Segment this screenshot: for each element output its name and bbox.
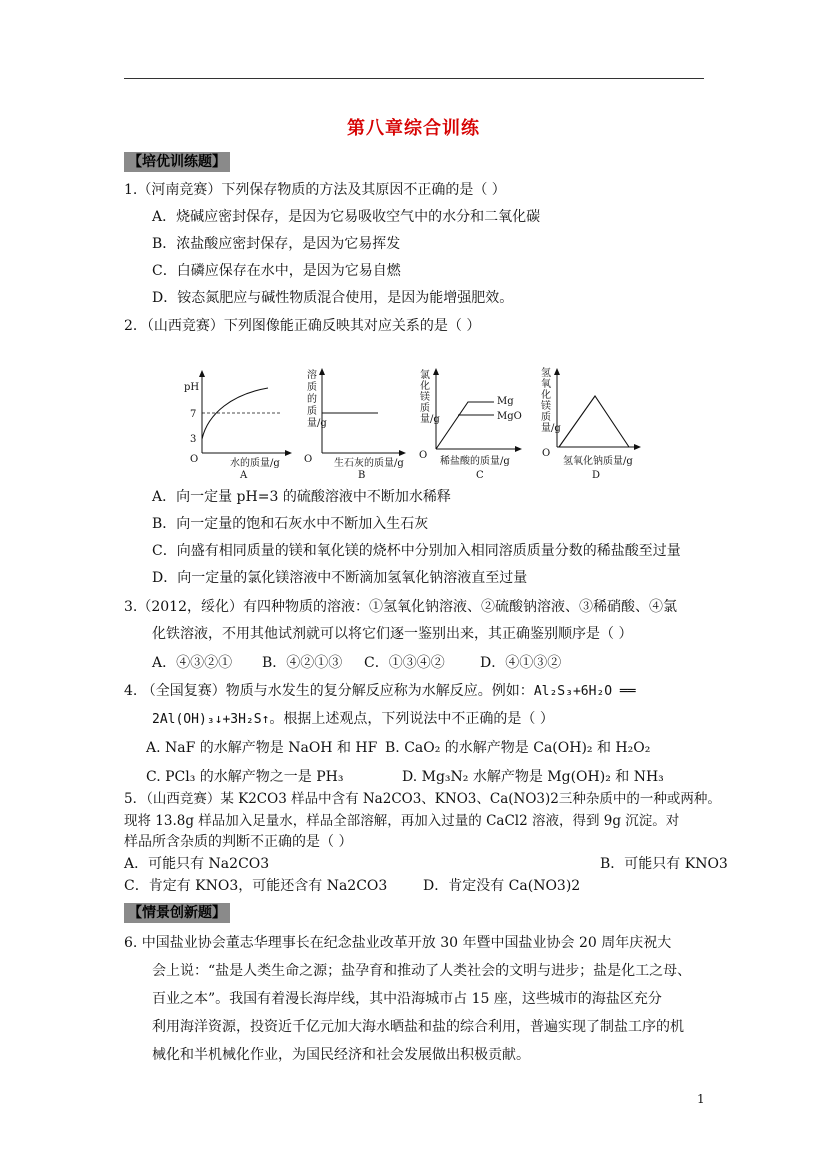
question-4-option-a: A. NaF 的水解产物是 NaOH 和 HF <box>146 740 378 756</box>
graph-d-xlabel: 氢氧化钠质量/g <box>563 456 633 467</box>
question-3-option-c: C．①③④② <box>364 655 445 671</box>
section-label-scenario: 【情景创新题】 <box>124 903 230 923</box>
graph-d-ylabel: 氢氧化镁质量/g <box>541 368 561 434</box>
question-1-option-c: C．白磷应保存在水中，是因为它易自燃 <box>152 263 401 279</box>
question-4-option-d: D. Mg₃N₂ 水解产物是 Mg(OH)₂ 和 NH₃ <box>402 769 664 785</box>
question-3-stem-line1: 3.（2012，绥化）有四种物质的溶液：①氢氧化钠溶液、②硫酸钠溶液、③稀硝酸、④氯 <box>124 599 677 615</box>
graph-d-letter: D <box>592 470 601 480</box>
graph-b-letter: B <box>358 470 366 480</box>
question-6-line3: 百业之本”。我国有着漫长海岸线，其中沿海城市占 15 座，这些城市的海盐区充分 <box>152 991 662 1007</box>
question-3-option-a: A．④③②① <box>152 655 233 671</box>
page-number: 1 <box>697 1092 705 1106</box>
question-4-stem-line1 <box>124 681 636 702</box>
graph-a-tick-7: 7 <box>190 409 197 420</box>
question-5-stem-line2: 现将 13.8g 样品加入足量水，样品全部溶解，再加入过量的 CaCl2 溶液，得到 9g 沉淀。对 <box>124 813 680 829</box>
graph-c-origin: O <box>419 450 428 461</box>
graph-a-ylabel: pH <box>184 382 200 393</box>
question-5-stem-line3: 样品所含杂质的判断不正确的是（ ） <box>124 834 353 850</box>
graph-c-ylabel: 氯化镁质量/g <box>420 370 440 425</box>
question-3-option-b: B．④②①③ <box>262 655 343 671</box>
question-2-stem: 2．（山西竞赛）下列图像能正确反映其对应关系的是（ ） <box>124 318 481 334</box>
header-rule <box>124 78 704 79</box>
section-label-practice: 【培优训练题】 <box>124 152 230 172</box>
graph-a-origin: O <box>190 454 199 465</box>
question-1-option-b: B．浓盐酸应密封保存，是因为它易挥发 <box>152 236 401 252</box>
graph-d-origin: O <box>542 448 551 459</box>
question-4-stem-line2 <box>152 709 554 730</box>
question-4-equation-left: Al₂S₃+6H₂O ══ <box>533 684 636 699</box>
graph-c-label-mgo: MgO <box>497 411 522 422</box>
graph-a-letter: A <box>240 470 248 480</box>
question-5-option-a: A．可能只有 Na2CO3 <box>124 856 270 872</box>
graph-b-ylabel: 溶质的质量/g <box>307 370 327 429</box>
question-5-option-d: D．肯定没有 Ca(NO3)2 <box>423 878 581 894</box>
graph-c-xlabel: 稀盐酸的质量/g <box>440 456 510 467</box>
question-2-option-c: C．向盛有相同质量的镁和氧化镁的烧杯中分别加入相同溶质质量分数的稀盐酸至过量 <box>152 543 681 559</box>
question-4-option-c: C. PCl₃ 的水解产物之一是 PH₃ <box>146 769 344 785</box>
question-2-option-d: D．向一定量的氯化镁溶液中不断滴加氢氧化钠溶液直至过量 <box>152 570 528 586</box>
question-1-option-a: A．烧碱应密封保存，是因为它易吸收空气中的水分和二氧化碳 <box>152 209 541 225</box>
question-5-stem-line1: 5．（山西竞赛）某 K2CO3 样品中含有 Na2CO3、KNO3、Ca(NO3)2三种杂质中的一种或两种。 <box>124 791 721 807</box>
graph-a-tick-3: 3 <box>190 434 197 445</box>
graph-b-origin: O <box>304 454 313 465</box>
question-2-option-a: A．向一定量 pH=3 的硫酸溶液中不断加水稀释 <box>152 489 451 505</box>
question-3-stem-line2: 化铁溶液，不用其他试剂就可以将它们逐一鉴别出来，其正确鉴别顺序是（ ） <box>152 626 633 642</box>
question-1-stem: 1.（河南竞赛）下列保存物质的方法及其原因不正确的是（ ） <box>124 182 506 198</box>
question-2-option-b: B．向一定量的饱和石灰水中不断加入生石灰 <box>152 516 429 532</box>
question-4-stem-text-2: 。根据上述观点，下列说法中不正确的是（ ） <box>269 711 554 727</box>
page-title: 第八章综合训练 <box>347 118 480 139</box>
question-6-line5: 械化和半机械化作业，为国民经济和社会发展做出积极贡献。 <box>152 1047 530 1063</box>
graph-c-letter: C <box>476 470 484 480</box>
question-3-option-d: D．④①③② <box>480 655 562 671</box>
question-1-option-d: D．铵态氮肥应与碱性物质混合使用，是因为能增强肥效。 <box>152 290 514 306</box>
question-4-option-b: B. CaO₂ 的水解产物是 Ca(OH)₂ 和 H₂O₂ <box>385 740 651 756</box>
graph-a-xlabel: 水的质量/g <box>230 458 280 469</box>
question-4-stem-text: 4. （全国复赛）物质与水发生的复分解反应称为水解反应。例如： <box>124 683 534 699</box>
graph-b-xlabel: 生石灰的质量/g <box>334 458 404 469</box>
question-6-line4: 利用海洋资源，投资近千亿元加大海水晒盐和盐的综合利用，普遍实现了制盐工序的机 <box>152 1019 684 1035</box>
graph-a <box>178 368 296 480</box>
graph-c-label-mg: Mg <box>497 396 514 407</box>
question-4-equation-right: 2Al(OH)₃↓+3H₂S↑ <box>152 712 270 727</box>
question-6-line1: 6. 中国盐业协会董志华理事长在纪念盐业改革开放 30 年暨中国盐业协会 20 周年庆祝大 <box>124 935 672 951</box>
question-5-option-c: C．肯定有 KNO3，可能还含有 Na2CO3 <box>124 878 388 894</box>
question-6-line2: 会上说：“盐是人类生命之源；盐孕育和推动了人类社会的文明与进步；盐是化工之母、 <box>152 963 692 979</box>
question-5-option-b: B．可能只有 KNO3 <box>600 856 728 872</box>
